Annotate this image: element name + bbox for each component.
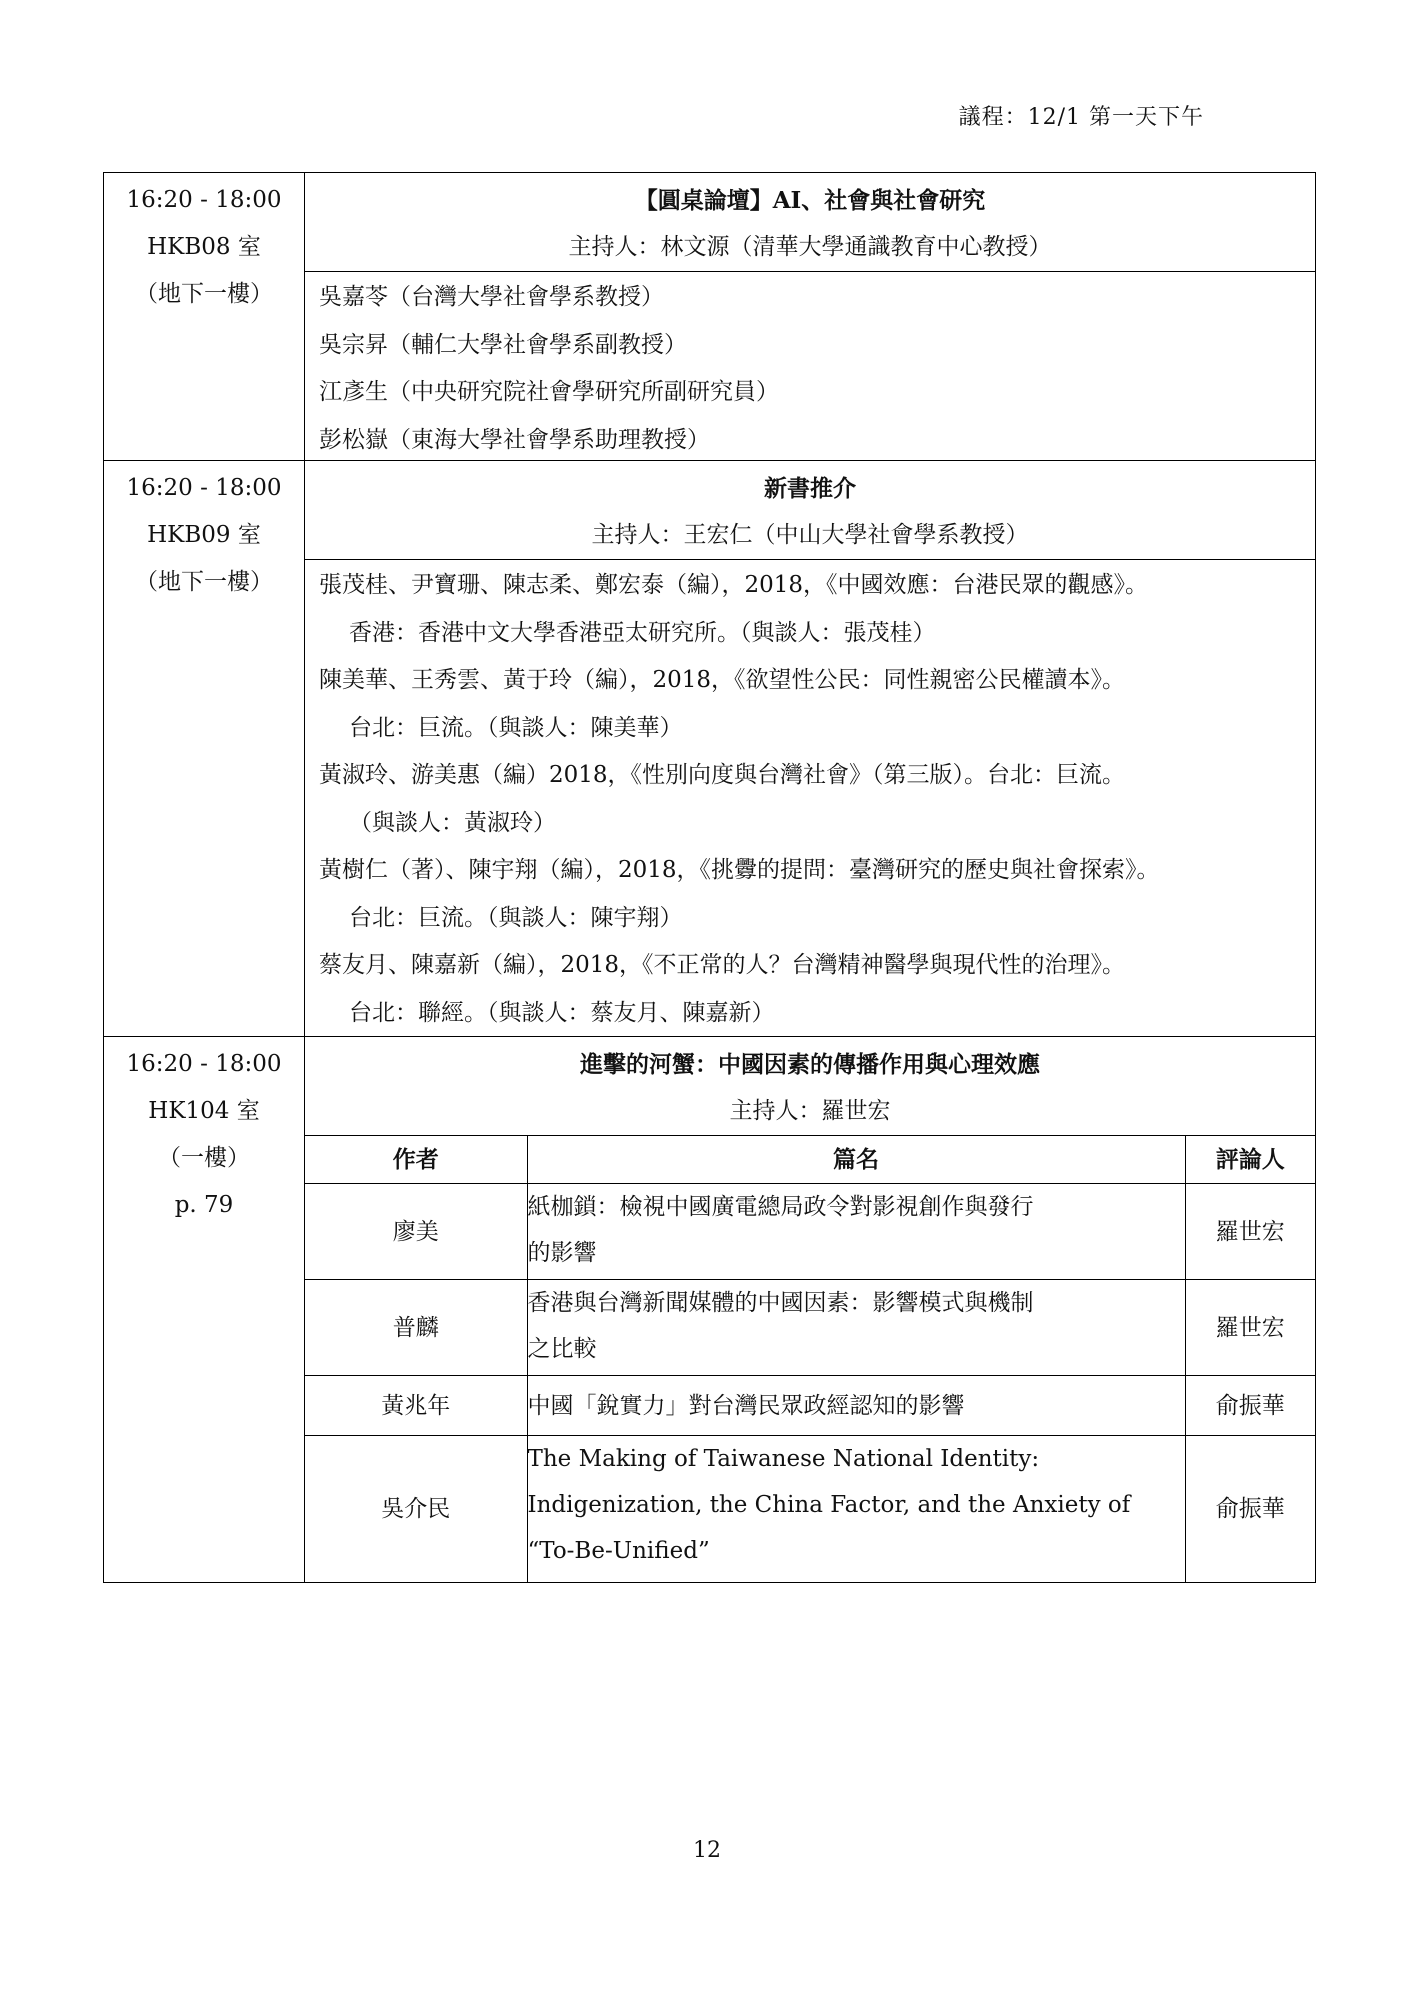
session-header (305, 1037, 1315, 1135)
session-floor: （一樓） (158, 1145, 250, 1171)
session-host: 主持人：羅世宏 (729, 1098, 891, 1124)
panelist: 吳宗昇（輔仁大學社會學系副教授） (319, 331, 687, 358)
paper-discussant: 俞振華 (1185, 1376, 1315, 1436)
table-row (305, 1280, 1315, 1376)
paper-title-line: The Making of Taiwanese National Identity: (527, 1446, 1040, 1472)
paper-title-line: 中國「銳實力」對台灣民眾政經認知的影響 (527, 1392, 965, 1419)
book-entry-continued: 台北：巨流。（與談人：陳宇翔） (349, 904, 683, 931)
panelist-list (305, 272, 1315, 464)
session-title: 進擊的河蟹：中國因素的傳播作用與心理效應 (580, 1051, 1040, 1078)
panelist: 江彥生（中央研究院社會學研究所副研究員） (319, 379, 779, 405)
book-entry: 蔡友月、陳嘉新（編），2018，《不正常的人？台灣精神醫學與現代性的治理》。 (319, 952, 1126, 978)
panelist: 彭松嶽（東海大學社會學系助理教授） (319, 426, 710, 453)
session-host: 主持人：王宏仁（中山大學社會學系教授） (591, 522, 1029, 548)
session-room: HK104 室 (148, 1098, 260, 1124)
paper-author: 黃兆年 (305, 1376, 527, 1436)
session-info (104, 461, 305, 1036)
session-info (104, 1037, 305, 1582)
paper-author: 廖美 (305, 1184, 527, 1280)
book-entry-continued: 台北：聯經。（與談人：蔡友月、陳嘉新） (349, 999, 775, 1026)
book-list (305, 560, 1315, 1037)
book-entry: 陳美華、王秀雲、黃于玲（編），2018，《欲望性公民：同性親密公民權讀本》。 (319, 667, 1126, 693)
session-title: 【圓桌論壇】AI、社會與社會研究 (634, 187, 986, 214)
book-entry: 黃樹仁（著）、陳宇翔（編），2018，《挑釁的提問：臺灣研究的歷史與社會探索》。 (319, 857, 1160, 883)
paper-title-line: 香港與台灣新聞媒體的中國因素：影響模式與機制 (527, 1290, 1034, 1316)
session-room: HKB09 室 (147, 522, 261, 548)
paper-title-line: “To-Be-Unified” (527, 1538, 710, 1564)
table-header-row (305, 1136, 1315, 1184)
paper-title-line: 紙枷鎖：檢視中國廣電總局政令對影視創作與發行 (527, 1194, 1034, 1220)
papers-table (305, 1135, 1315, 1582)
paper-title-line: 之比較 (527, 1336, 597, 1362)
paper-title-line: Indigenization, the China Factor, and the Anxiety of (527, 1492, 1131, 1518)
header-discussant: 評論人 (1185, 1136, 1315, 1184)
book-entry-continued: （與談人：黃淑玲） (349, 809, 556, 836)
book-entry: 張茂桂、尹寶珊、陳志柔、鄭宏泰（編），2018，《中國效應：台港民眾的觀感》。 (319, 572, 1149, 598)
book-entry-continued: 香港：香港中文大學香港亞太研究所。（與談人：張茂桂） (349, 619, 936, 646)
paper-discussant: 羅世宏 (1185, 1280, 1315, 1376)
header-title: 篇名 (527, 1136, 1185, 1184)
session-time: 16:20 - 18:00 (126, 1051, 282, 1077)
session-header (305, 173, 1315, 272)
panelist: 吳嘉苓（台灣大學社會學系教授） (319, 284, 664, 310)
session-header (305, 461, 1315, 560)
paper-title (527, 1376, 1185, 1436)
session-room: HKB08 室 (147, 234, 261, 260)
session-time: 16:20 - 18:00 (126, 475, 282, 501)
paper-title (527, 1436, 1185, 1582)
book-entry: 黃淑玲、游美惠（編）2018，《性別向度與台灣社會》（第三版）。台北：巨流。 (319, 762, 1126, 788)
session-book-launch (103, 460, 1316, 1037)
paper-discussant: 俞振華 (1185, 1436, 1315, 1582)
session-page-ref: p. 79 (174, 1192, 234, 1218)
paper-title-line: 的影響 (527, 1240, 597, 1266)
paper-author: 吳介民 (305, 1436, 527, 1582)
session-info (104, 173, 305, 460)
session-floor: （地下一樓） (135, 281, 273, 307)
session-time: 16:20 - 18:00 (126, 187, 282, 213)
session-roundtable (103, 172, 1316, 461)
book-entry-continued: 台北：巨流。（與談人：陳美華） (349, 714, 683, 741)
paper-title (527, 1280, 1185, 1376)
page-header: 議程：12/1 第一天下午 (958, 105, 1204, 130)
paper-author: 普麟 (305, 1280, 527, 1376)
table-row (305, 1184, 1315, 1280)
session-floor: （地下一樓） (135, 569, 273, 595)
session-host: 主持人：林文源（清華大學通識教育中心教授） (568, 234, 1052, 260)
table-row (305, 1376, 1315, 1436)
session-china-factor (103, 1036, 1316, 1583)
paper-title (527, 1184, 1185, 1280)
page-number: 12 (693, 1838, 721, 1863)
header-author: 作者 (305, 1136, 527, 1184)
table-row (305, 1436, 1315, 1582)
paper-discussant: 羅世宏 (1185, 1184, 1315, 1280)
session-title: 新書推介 (764, 475, 856, 502)
